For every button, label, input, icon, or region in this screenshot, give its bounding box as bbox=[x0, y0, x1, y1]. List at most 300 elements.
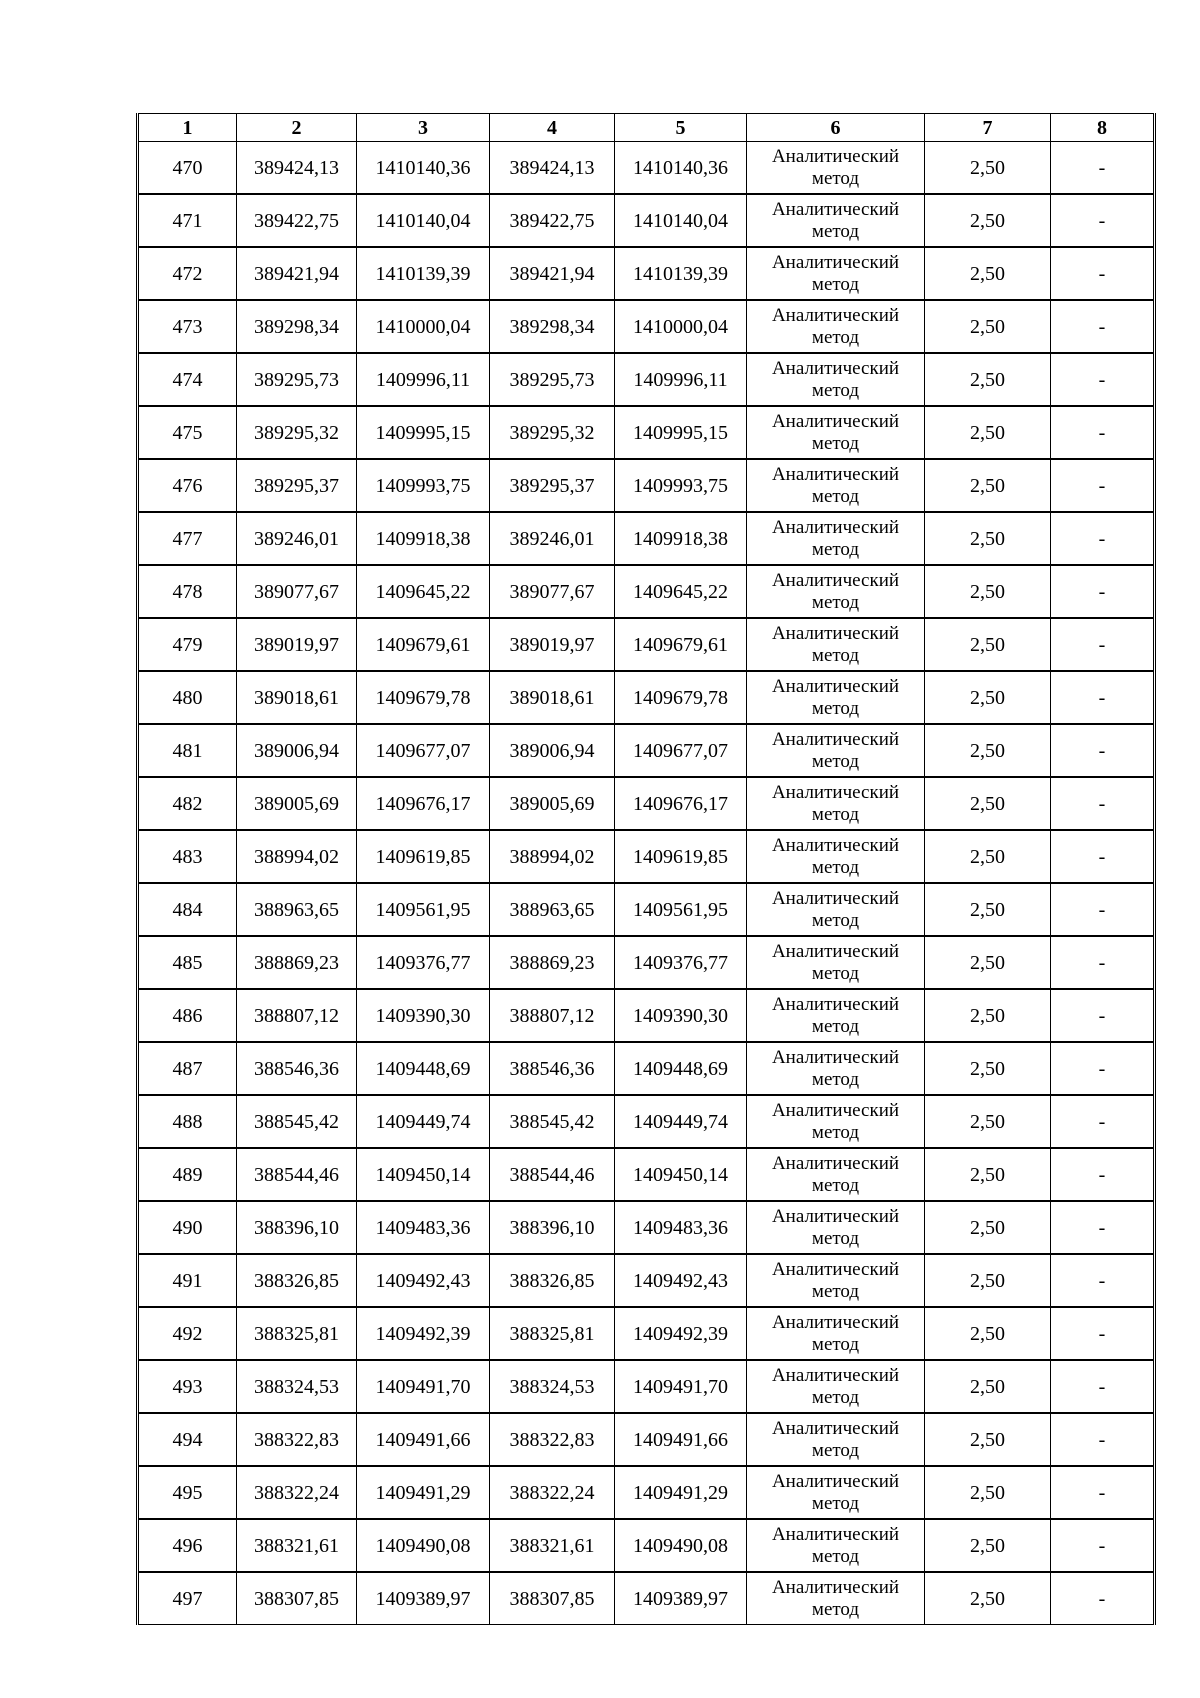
method-line-2: метод bbox=[811, 803, 860, 825]
y-refined-cell: 1410139,39 bbox=[615, 247, 747, 300]
method-line-2: метод bbox=[811, 1227, 860, 1249]
x-refined-cell: 389006,94 bbox=[490, 724, 615, 777]
x-refined-cell: 389019,97 bbox=[490, 618, 615, 671]
y-existing-cell: 1409679,61 bbox=[357, 618, 490, 671]
x-refined-cell: 388322,83 bbox=[490, 1413, 615, 1466]
method-cell bbox=[747, 1572, 925, 1625]
method-line-2: метод bbox=[811, 220, 860, 242]
method-cell bbox=[747, 1413, 925, 1466]
y-refined-cell: 1409491,29 bbox=[615, 1466, 747, 1519]
y-refined-cell: 1409676,17 bbox=[615, 777, 747, 830]
accuracy-cell: 2,50 bbox=[925, 406, 1051, 459]
method-cell bbox=[747, 1254, 925, 1307]
y-refined-cell: 1409376,77 bbox=[615, 936, 747, 989]
method-line-2: метод bbox=[811, 1598, 860, 1620]
note-cell: - bbox=[1051, 1042, 1155, 1095]
method-cell bbox=[747, 142, 925, 195]
method-cell bbox=[747, 1201, 925, 1254]
table-row bbox=[138, 830, 1155, 883]
accuracy-cell: 2,50 bbox=[925, 830, 1051, 883]
method-line-2: метод bbox=[811, 1174, 860, 1196]
note-cell: - bbox=[1051, 1148, 1155, 1201]
method-cell bbox=[747, 1042, 925, 1095]
accuracy-cell: 2,50 bbox=[925, 1148, 1051, 1201]
note-cell: - bbox=[1051, 1572, 1155, 1625]
point-number-cell: 486 bbox=[138, 989, 237, 1042]
table-row bbox=[138, 989, 1155, 1042]
note-cell: - bbox=[1051, 353, 1155, 406]
point-number-cell: 480 bbox=[138, 671, 237, 724]
x-refined-cell: 388544,46 bbox=[490, 1148, 615, 1201]
table-row bbox=[138, 142, 1155, 195]
method-line-2: метод bbox=[811, 697, 860, 719]
method-cell bbox=[747, 1148, 925, 1201]
method-line-1: Аналитический bbox=[771, 516, 900, 538]
y-existing-cell: 1409491,70 bbox=[357, 1360, 490, 1413]
method-line-2: метод bbox=[811, 485, 860, 507]
y-existing-cell: 1409918,38 bbox=[357, 512, 490, 565]
y-refined-cell: 1409918,38 bbox=[615, 512, 747, 565]
y-refined-cell: 1409619,85 bbox=[615, 830, 747, 883]
y-existing-cell: 1409448,69 bbox=[357, 1042, 490, 1095]
table-row bbox=[138, 618, 1155, 671]
method-line-1: Аналитический bbox=[771, 887, 900, 909]
method-line-1: Аналитический bbox=[771, 463, 900, 485]
method-line-1: Аналитический bbox=[771, 622, 900, 644]
method-cell bbox=[747, 565, 925, 618]
method-line-1: Аналитический bbox=[771, 304, 900, 326]
x-refined-cell: 389077,67 bbox=[490, 565, 615, 618]
x-existing-cell: 389005,69 bbox=[237, 777, 357, 830]
x-refined-cell: 389421,94 bbox=[490, 247, 615, 300]
method-line-1: Аналитический bbox=[771, 198, 900, 220]
method-line-1: Аналитический bbox=[771, 993, 900, 1015]
x-existing-cell: 388324,53 bbox=[237, 1360, 357, 1413]
table-row bbox=[138, 883, 1155, 936]
x-existing-cell: 389295,37 bbox=[237, 459, 357, 512]
accuracy-cell: 2,50 bbox=[925, 247, 1051, 300]
method-line-1: Аналитический bbox=[771, 1364, 900, 1386]
method-cell bbox=[747, 936, 925, 989]
y-existing-cell: 1409376,77 bbox=[357, 936, 490, 989]
x-existing-cell: 389295,73 bbox=[237, 353, 357, 406]
x-refined-cell: 389422,75 bbox=[490, 194, 615, 247]
method-line-2: метод bbox=[811, 1121, 860, 1143]
point-number-cell: 475 bbox=[138, 406, 237, 459]
table-row bbox=[138, 300, 1155, 353]
method-cell bbox=[747, 1519, 925, 1572]
x-refined-cell: 388546,36 bbox=[490, 1042, 615, 1095]
accuracy-cell: 2,50 bbox=[925, 989, 1051, 1042]
note-cell: - bbox=[1051, 1254, 1155, 1307]
x-existing-cell: 389246,01 bbox=[237, 512, 357, 565]
x-existing-cell: 389077,67 bbox=[237, 565, 357, 618]
y-refined-cell: 1409450,14 bbox=[615, 1148, 747, 1201]
table-row bbox=[138, 1572, 1155, 1625]
x-existing-cell: 388963,65 bbox=[237, 883, 357, 936]
point-number-cell: 495 bbox=[138, 1466, 237, 1519]
accuracy-cell: 2,50 bbox=[925, 1519, 1051, 1572]
x-existing-cell: 389018,61 bbox=[237, 671, 357, 724]
x-refined-cell: 388994,02 bbox=[490, 830, 615, 883]
accuracy-cell: 2,50 bbox=[925, 1413, 1051, 1466]
y-existing-cell: 1409491,29 bbox=[357, 1466, 490, 1519]
point-number-cell: 478 bbox=[138, 565, 237, 618]
y-refined-cell: 1409679,61 bbox=[615, 618, 747, 671]
table-body bbox=[138, 142, 1155, 1625]
y-existing-cell: 1409483,36 bbox=[357, 1201, 490, 1254]
x-refined-cell: 388807,12 bbox=[490, 989, 615, 1042]
y-refined-cell: 1409679,78 bbox=[615, 671, 747, 724]
point-number-cell: 470 bbox=[138, 142, 237, 195]
method-line-1: Аналитический bbox=[771, 728, 900, 750]
point-number-cell: 493 bbox=[138, 1360, 237, 1413]
y-existing-cell: 1409996,11 bbox=[357, 353, 490, 406]
point-number-cell: 491 bbox=[138, 1254, 237, 1307]
y-refined-cell: 1410000,04 bbox=[615, 300, 747, 353]
y-existing-cell: 1409492,43 bbox=[357, 1254, 490, 1307]
y-existing-cell: 1409677,07 bbox=[357, 724, 490, 777]
table-row bbox=[138, 1519, 1155, 1572]
accuracy-cell: 2,50 bbox=[925, 300, 1051, 353]
accuracy-cell: 2,50 bbox=[925, 142, 1051, 195]
y-refined-cell: 1409677,07 bbox=[615, 724, 747, 777]
table-row bbox=[138, 936, 1155, 989]
x-existing-cell: 388994,02 bbox=[237, 830, 357, 883]
x-existing-cell: 389424,13 bbox=[237, 142, 357, 195]
table-row bbox=[138, 777, 1155, 830]
x-refined-cell: 388326,85 bbox=[490, 1254, 615, 1307]
y-refined-cell: 1409993,75 bbox=[615, 459, 747, 512]
accuracy-cell: 2,50 bbox=[925, 883, 1051, 936]
y-existing-cell: 1409561,95 bbox=[357, 883, 490, 936]
method-line-1: Аналитический bbox=[771, 145, 900, 167]
point-number-cell: 488 bbox=[138, 1095, 237, 1148]
y-refined-cell: 1409645,22 bbox=[615, 565, 747, 618]
method-cell bbox=[747, 247, 925, 300]
point-number-cell: 474 bbox=[138, 353, 237, 406]
y-refined-cell: 1409390,30 bbox=[615, 989, 747, 1042]
y-existing-cell: 1409679,78 bbox=[357, 671, 490, 724]
x-existing-cell: 389006,94 bbox=[237, 724, 357, 777]
note-cell: - bbox=[1051, 830, 1155, 883]
table-row bbox=[138, 1254, 1155, 1307]
x-refined-cell: 388869,23 bbox=[490, 936, 615, 989]
note-cell: - bbox=[1051, 1466, 1155, 1519]
x-existing-cell: 388321,61 bbox=[237, 1519, 357, 1572]
y-refined-cell: 1409448,69 bbox=[615, 1042, 747, 1095]
note-cell: - bbox=[1051, 618, 1155, 671]
y-refined-cell: 1409389,97 bbox=[615, 1572, 747, 1625]
method-line-1: Аналитический bbox=[771, 1046, 900, 1068]
x-refined-cell: 389295,37 bbox=[490, 459, 615, 512]
table-row bbox=[138, 1201, 1155, 1254]
y-existing-cell: 1409993,75 bbox=[357, 459, 490, 512]
y-existing-cell: 1409492,39 bbox=[357, 1307, 490, 1360]
method-line-2: метод bbox=[811, 1492, 860, 1514]
note-cell: - bbox=[1051, 1307, 1155, 1360]
accuracy-cell: 2,50 bbox=[925, 1360, 1051, 1413]
x-refined-cell: 388324,53 bbox=[490, 1360, 615, 1413]
point-number-cell: 497 bbox=[138, 1572, 237, 1625]
y-refined-cell: 1409483,36 bbox=[615, 1201, 747, 1254]
point-number-cell: 473 bbox=[138, 300, 237, 353]
point-number-cell: 496 bbox=[138, 1519, 237, 1572]
y-existing-cell: 1410139,39 bbox=[357, 247, 490, 300]
x-existing-cell: 388322,83 bbox=[237, 1413, 357, 1466]
method-line-2: метод bbox=[811, 856, 860, 878]
table-row bbox=[138, 459, 1155, 512]
x-existing-cell: 388545,42 bbox=[237, 1095, 357, 1148]
y-existing-cell: 1409995,15 bbox=[357, 406, 490, 459]
note-cell: - bbox=[1051, 1413, 1155, 1466]
method-line-1: Аналитический bbox=[771, 1258, 900, 1280]
x-existing-cell: 388869,23 bbox=[237, 936, 357, 989]
coordinates-table bbox=[136, 113, 1156, 1625]
method-line-1: Аналитический bbox=[771, 1417, 900, 1439]
method-line-2: метод bbox=[811, 432, 860, 454]
accuracy-cell: 2,50 bbox=[925, 1254, 1051, 1307]
method-cell bbox=[747, 1307, 925, 1360]
x-refined-cell: 389298,34 bbox=[490, 300, 615, 353]
accuracy-cell: 2,50 bbox=[925, 565, 1051, 618]
method-line-2: метод bbox=[811, 1015, 860, 1037]
point-number-cell: 490 bbox=[138, 1201, 237, 1254]
point-number-cell: 489 bbox=[138, 1148, 237, 1201]
method-line-1: Аналитический bbox=[771, 940, 900, 962]
method-cell bbox=[747, 353, 925, 406]
x-refined-cell: 388322,24 bbox=[490, 1466, 615, 1519]
method-line-1: Аналитический bbox=[771, 1152, 900, 1174]
method-cell bbox=[747, 618, 925, 671]
method-cell bbox=[747, 459, 925, 512]
note-cell: - bbox=[1051, 194, 1155, 247]
note-cell: - bbox=[1051, 512, 1155, 565]
y-refined-cell: 1409490,08 bbox=[615, 1519, 747, 1572]
header-cell-5: 5 bbox=[615, 114, 747, 142]
method-cell bbox=[747, 777, 925, 830]
table-row bbox=[138, 1466, 1155, 1519]
y-refined-cell: 1409561,95 bbox=[615, 883, 747, 936]
y-refined-cell: 1409492,43 bbox=[615, 1254, 747, 1307]
method-cell bbox=[747, 671, 925, 724]
y-existing-cell: 1410140,36 bbox=[357, 142, 490, 195]
y-existing-cell: 1409491,66 bbox=[357, 1413, 490, 1466]
method-line-1: Аналитический bbox=[771, 1470, 900, 1492]
x-existing-cell: 389421,94 bbox=[237, 247, 357, 300]
accuracy-cell: 2,50 bbox=[925, 671, 1051, 724]
header-cell-2: 2 bbox=[237, 114, 357, 142]
accuracy-cell: 2,50 bbox=[925, 459, 1051, 512]
accuracy-cell: 2,50 bbox=[925, 1042, 1051, 1095]
table-row bbox=[138, 406, 1155, 459]
accuracy-cell: 2,50 bbox=[925, 512, 1051, 565]
table-row bbox=[138, 194, 1155, 247]
header-cell-4: 4 bbox=[490, 114, 615, 142]
note-cell: - bbox=[1051, 459, 1155, 512]
table-row bbox=[138, 1042, 1155, 1095]
x-existing-cell: 388322,24 bbox=[237, 1466, 357, 1519]
method-line-1: Аналитический bbox=[771, 357, 900, 379]
method-line-2: метод bbox=[811, 591, 860, 613]
method-line-2: метод bbox=[811, 909, 860, 931]
method-cell bbox=[747, 883, 925, 936]
x-refined-cell: 388321,61 bbox=[490, 1519, 615, 1572]
method-cell bbox=[747, 1095, 925, 1148]
method-cell bbox=[747, 1466, 925, 1519]
method-line-2: метод bbox=[811, 379, 860, 401]
note-cell: - bbox=[1051, 1519, 1155, 1572]
method-line-1: Аналитический bbox=[771, 781, 900, 803]
method-line-1: Аналитический bbox=[771, 1205, 900, 1227]
y-refined-cell: 1409492,39 bbox=[615, 1307, 747, 1360]
table-row bbox=[138, 1148, 1155, 1201]
x-existing-cell: 389422,75 bbox=[237, 194, 357, 247]
x-refined-cell: 388307,85 bbox=[490, 1572, 615, 1625]
method-line-2: метод bbox=[811, 1068, 860, 1090]
method-line-1: Аналитический bbox=[771, 251, 900, 273]
point-number-cell: 482 bbox=[138, 777, 237, 830]
note-cell: - bbox=[1051, 1201, 1155, 1254]
accuracy-cell: 2,50 bbox=[925, 724, 1051, 777]
x-existing-cell: 389295,32 bbox=[237, 406, 357, 459]
table-row bbox=[138, 671, 1155, 724]
x-existing-cell: 388325,81 bbox=[237, 1307, 357, 1360]
method-line-1: Аналитический bbox=[771, 410, 900, 432]
y-existing-cell: 1409645,22 bbox=[357, 565, 490, 618]
method-cell bbox=[747, 724, 925, 777]
y-refined-cell: 1410140,04 bbox=[615, 194, 747, 247]
y-existing-cell: 1409389,97 bbox=[357, 1572, 490, 1625]
method-line-1: Аналитический bbox=[771, 569, 900, 591]
accuracy-cell: 2,50 bbox=[925, 194, 1051, 247]
method-line-2: метод bbox=[811, 644, 860, 666]
table-row bbox=[138, 1095, 1155, 1148]
y-existing-cell: 1410140,04 bbox=[357, 194, 490, 247]
accuracy-cell: 2,50 bbox=[925, 1466, 1051, 1519]
x-existing-cell: 388396,10 bbox=[237, 1201, 357, 1254]
x-refined-cell: 389018,61 bbox=[490, 671, 615, 724]
accuracy-cell: 2,50 bbox=[925, 353, 1051, 406]
header-cell-6: 6 bbox=[747, 114, 925, 142]
note-cell: - bbox=[1051, 406, 1155, 459]
y-existing-cell: 1409490,08 bbox=[357, 1519, 490, 1572]
y-refined-cell: 1409996,11 bbox=[615, 353, 747, 406]
accuracy-cell: 2,50 bbox=[925, 618, 1051, 671]
header-row bbox=[138, 114, 1155, 142]
table-row bbox=[138, 512, 1155, 565]
accuracy-cell: 2,50 bbox=[925, 777, 1051, 830]
note-cell: - bbox=[1051, 936, 1155, 989]
point-number-cell: 483 bbox=[138, 830, 237, 883]
note-cell: - bbox=[1051, 300, 1155, 353]
x-existing-cell: 388807,12 bbox=[237, 989, 357, 1042]
method-cell bbox=[747, 512, 925, 565]
method-line-1: Аналитический bbox=[771, 1311, 900, 1333]
y-refined-cell: 1409995,15 bbox=[615, 406, 747, 459]
method-line-2: метод bbox=[811, 1386, 860, 1408]
method-line-2: метод bbox=[811, 326, 860, 348]
table-row bbox=[138, 1360, 1155, 1413]
point-number-cell: 484 bbox=[138, 883, 237, 936]
point-number-cell: 471 bbox=[138, 194, 237, 247]
note-cell: - bbox=[1051, 565, 1155, 618]
x-existing-cell: 388326,85 bbox=[237, 1254, 357, 1307]
point-number-cell: 492 bbox=[138, 1307, 237, 1360]
table-row bbox=[138, 724, 1155, 777]
point-number-cell: 494 bbox=[138, 1413, 237, 1466]
method-cell bbox=[747, 1360, 925, 1413]
point-number-cell: 477 bbox=[138, 512, 237, 565]
method-line-2: метод bbox=[811, 1280, 860, 1302]
method-line-1: Аналитический bbox=[771, 1099, 900, 1121]
method-cell bbox=[747, 300, 925, 353]
y-refined-cell: 1409491,66 bbox=[615, 1413, 747, 1466]
accuracy-cell: 2,50 bbox=[925, 1095, 1051, 1148]
x-refined-cell: 388325,81 bbox=[490, 1307, 615, 1360]
accuracy-cell: 2,50 bbox=[925, 1201, 1051, 1254]
x-existing-cell: 388307,85 bbox=[237, 1572, 357, 1625]
note-cell: - bbox=[1051, 247, 1155, 300]
note-cell: - bbox=[1051, 883, 1155, 936]
method-line-1: Аналитический bbox=[771, 1576, 900, 1598]
note-cell: - bbox=[1051, 989, 1155, 1042]
method-cell bbox=[747, 194, 925, 247]
y-refined-cell: 1410140,36 bbox=[615, 142, 747, 195]
method-line-2: метод bbox=[811, 1439, 860, 1461]
header-cell-7: 7 bbox=[925, 114, 1051, 142]
table-row bbox=[138, 1413, 1155, 1466]
method-line-2: метод bbox=[811, 273, 860, 295]
y-existing-cell: 1409390,30 bbox=[357, 989, 490, 1042]
y-existing-cell: 1409450,14 bbox=[357, 1148, 490, 1201]
accuracy-cell: 2,50 bbox=[925, 1572, 1051, 1625]
point-number-cell: 472 bbox=[138, 247, 237, 300]
method-cell bbox=[747, 406, 925, 459]
point-number-cell: 485 bbox=[138, 936, 237, 989]
method-line-2: метод bbox=[811, 1545, 860, 1567]
method-line-2: метод bbox=[811, 1333, 860, 1355]
note-cell: - bbox=[1051, 777, 1155, 830]
method-line-2: метод bbox=[811, 962, 860, 984]
method-line-2: метод bbox=[811, 538, 860, 560]
x-existing-cell: 388544,46 bbox=[237, 1148, 357, 1201]
y-existing-cell: 1409619,85 bbox=[357, 830, 490, 883]
header-cell-3: 3 bbox=[357, 114, 490, 142]
point-number-cell: 476 bbox=[138, 459, 237, 512]
accuracy-cell: 2,50 bbox=[925, 936, 1051, 989]
table-row bbox=[138, 565, 1155, 618]
method-cell bbox=[747, 989, 925, 1042]
method-line-1: Аналитический bbox=[771, 675, 900, 697]
method-line-1: Аналитический bbox=[771, 1523, 900, 1545]
header-cell-1: 1 bbox=[138, 114, 237, 142]
x-existing-cell: 388546,36 bbox=[237, 1042, 357, 1095]
x-existing-cell: 389019,97 bbox=[237, 618, 357, 671]
note-cell: - bbox=[1051, 1095, 1155, 1148]
note-cell: - bbox=[1051, 1360, 1155, 1413]
y-existing-cell: 1410000,04 bbox=[357, 300, 490, 353]
note-cell: - bbox=[1051, 724, 1155, 777]
x-refined-cell: 388963,65 bbox=[490, 883, 615, 936]
x-refined-cell: 389005,69 bbox=[490, 777, 615, 830]
x-refined-cell: 389295,73 bbox=[490, 353, 615, 406]
y-existing-cell: 1409676,17 bbox=[357, 777, 490, 830]
method-line-1: Аналитический bbox=[771, 834, 900, 856]
y-refined-cell: 1409449,74 bbox=[615, 1095, 747, 1148]
x-refined-cell: 388396,10 bbox=[490, 1201, 615, 1254]
method-line-2: метод bbox=[811, 750, 860, 772]
